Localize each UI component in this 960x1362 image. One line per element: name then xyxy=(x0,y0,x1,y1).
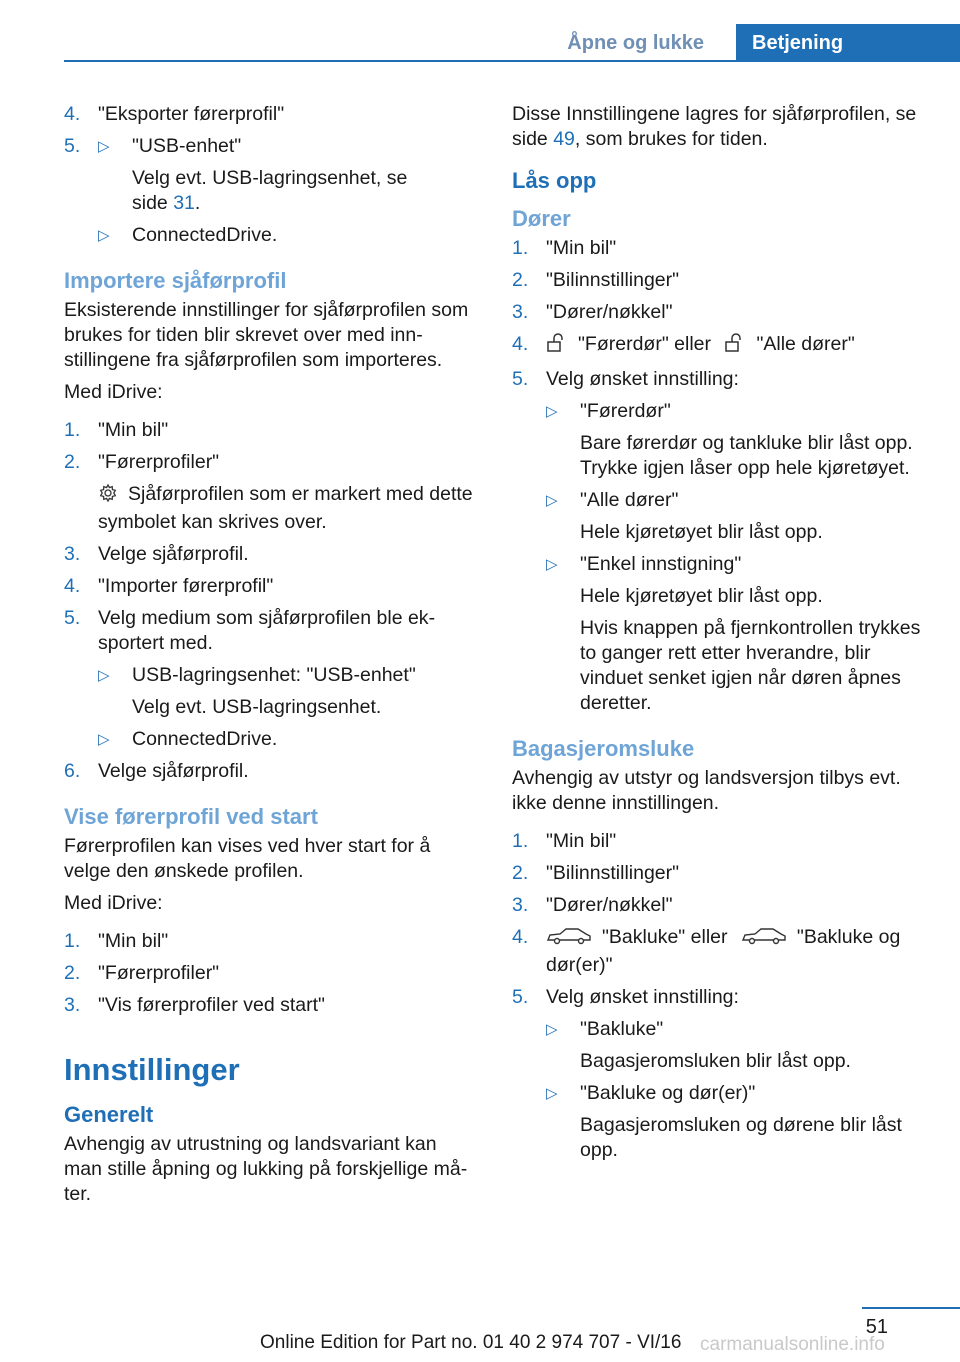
list-item: 1. "Min bil" xyxy=(512,830,617,852)
list-item: ▷ "Bakluke og dør(er)" xyxy=(546,1082,756,1104)
option-note: Bagasjeromsluken blir låst opp. xyxy=(580,1050,851,1072)
watermark: carmanualsonline.info xyxy=(700,1334,885,1355)
bullet-icon: ▷ xyxy=(98,138,110,155)
list-item: 1. "Min bil" xyxy=(64,419,169,441)
list-item: ▷ "Enkel innstigning" xyxy=(546,553,742,575)
edition-text: Online Edition for Part no. 01 40 2 974 707 - VI/16 xyxy=(260,1332,682,1353)
option-note: Hele kjøretøyet blir låst opp. xyxy=(580,521,823,543)
bullet-icon: ▷ xyxy=(546,1021,558,1038)
paragraph: Eksisterende innstillinger for sjåførprofilen som brukes for tiden blir skrevet over med innstillingene fra sjåførprofilen som importeres. xyxy=(64,299,469,371)
bullet-icon: ▷ xyxy=(546,492,558,509)
list-item: 5. Velg ønsket innstilling: xyxy=(512,368,739,390)
paragraph: Med iDrive: xyxy=(64,381,163,403)
bullet-icon: ▷ xyxy=(98,227,110,244)
list-item: 4. "Importer førerprofil" xyxy=(64,575,274,597)
bullet-icon: ▷ xyxy=(546,556,558,573)
list-item: 4. "Førerdør" eller "Alle dører" xyxy=(512,332,930,360)
list-item: 1. "Min bil" xyxy=(512,237,617,259)
list-item: 3. "Dører/nøkkel" xyxy=(512,894,673,916)
chapter-tab: Betjening xyxy=(736,24,960,62)
option-note: Hvis knappen på fjernkontrollen trykkes to ganger rett etter hverandre, blir vinduet senket igjen når døren åpnes deretter. xyxy=(580,617,921,714)
subsection-heading: Dører xyxy=(512,206,571,231)
list-item: 4. "Bakluke" eller "Bakluke og dør(er)" xyxy=(512,926,901,976)
bullet-icon: ▷ xyxy=(546,1085,558,1102)
car-trunk-icon xyxy=(546,926,592,953)
list-item: 6. Velge sjåførprofil. xyxy=(64,760,249,782)
section-tab: Åpne og lukke xyxy=(567,32,704,54)
section-heading: Generelt xyxy=(64,1102,154,1127)
section-heading: Lås opp xyxy=(512,168,597,193)
section-heading: Importere sjåførprofil xyxy=(64,268,287,293)
import-note: Sjåførprofilen som er markert med dette symbolet kan skrives over. xyxy=(98,483,473,533)
header-rule xyxy=(64,60,960,62)
option-note: Bare førerdør og tankluke blir låst opp. Trykke igjen låser opp hele kjøretøyet. xyxy=(580,432,913,479)
list-item: ▷ "Bakluke" xyxy=(546,1018,664,1040)
list-item: 3. Velge sjåførprofil. xyxy=(64,543,249,565)
option-note: Bagasjeromsluken og dørene blir låst opp. xyxy=(580,1114,902,1161)
list-item: 2. "Bilinnstillinger" xyxy=(512,862,680,884)
list-item: 2. "Førerprofiler" xyxy=(64,451,220,473)
page-number: 51 xyxy=(865,1316,888,1338)
list-item: ▷ ConnectedDrive. xyxy=(98,224,278,246)
subsection-heading: Bagasjeromsluke xyxy=(512,736,695,761)
paragraph: Førerprofilen kan vises ved hver start for å velge den ønskede profilen. xyxy=(64,835,431,882)
list-item: ▷ "Førerdør" xyxy=(546,400,671,422)
unlock-icon xyxy=(546,333,568,360)
paragraph: Avhengig av utstyr og landsversjon tilbys evt. ikke denne innstillingen. xyxy=(512,767,901,814)
list-item: 5. ▷ "USB-enhet" xyxy=(64,135,242,157)
chapter-heading: Innstillinger xyxy=(64,1052,240,1087)
bullet-icon: ▷ xyxy=(98,667,110,684)
gear-icon xyxy=(98,483,118,510)
list-item: 2. "Bilinnstillinger" xyxy=(512,269,680,291)
usb-option-note: Velg evt. USB-lagringsenhet. xyxy=(132,696,382,718)
paragraph: Avhengig av utrustning og landsvariant kan man stille åpning og lukking på forskjellige måter. xyxy=(64,1133,468,1205)
right-column xyxy=(512,102,930,1170)
usb-note: Velg evt. USB-lagringsenhet, se side 31. xyxy=(132,167,408,214)
list-item: 2. "Førerprofiler" xyxy=(64,962,220,984)
list-item: ▷ ConnectedDrive. xyxy=(98,728,278,750)
list-item: 5. Velg medium som sjåførprofilen ble eksportert med. xyxy=(64,607,436,654)
footer-rule xyxy=(862,1307,960,1309)
list-item: 3. "Vis førerprofiler ved start" xyxy=(64,994,325,1016)
list-item: 1. "Min bil" xyxy=(64,930,169,952)
list-item: ▷ "Alle dører" xyxy=(546,489,679,511)
unlock-icon xyxy=(724,333,746,360)
page-link[interactable]: 31 xyxy=(173,192,195,214)
paragraph: Med iDrive: xyxy=(64,892,163,914)
left-column xyxy=(64,102,479,1214)
list-item: 5. Velg ønsket innstilling: xyxy=(512,986,739,1008)
page-link[interactable]: 49 xyxy=(553,128,575,150)
car-trunk-icon xyxy=(741,926,787,953)
list-item: 3. "Dører/nøkkel" xyxy=(512,301,673,323)
paragraph: Disse Innstillingene lagres for sjåførprofilen, se side 49, som brukes for tiden. xyxy=(512,103,917,150)
list-item: 4. "Eksporter førerprofil" xyxy=(64,103,285,125)
list-item: ▷ USB-lagringsenhet: "USB-enhet" xyxy=(98,664,416,686)
bullet-icon: ▷ xyxy=(98,731,110,748)
section-heading: Vise førerprofil ved start xyxy=(64,804,318,829)
option-note: Hele kjøretøyet blir låst opp. xyxy=(580,585,823,607)
bullet-icon: ▷ xyxy=(546,403,558,420)
